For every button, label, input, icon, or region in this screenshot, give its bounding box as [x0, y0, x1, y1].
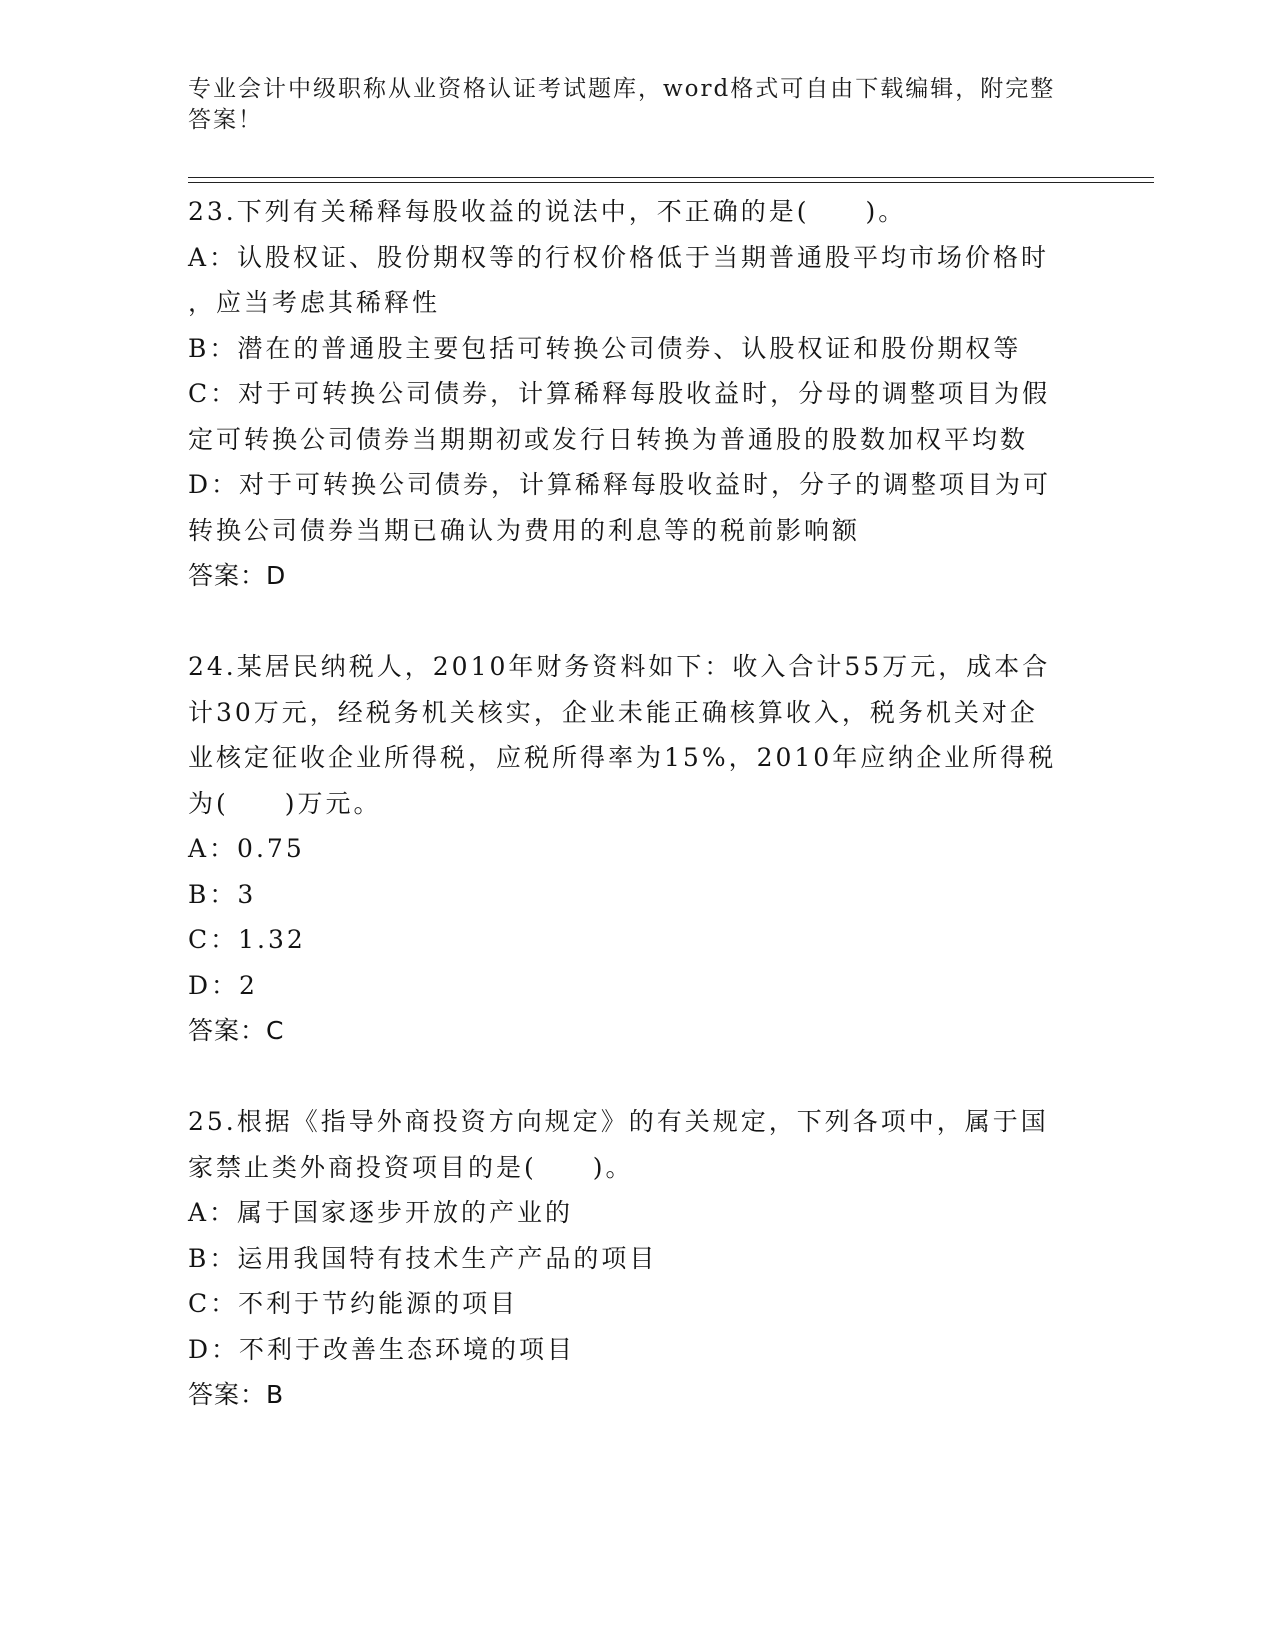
option-text-line: A：0.75	[188, 834, 305, 863]
option-text-line: C：对于可转换公司债券，计算稀释每股收益时，分母的调整项目为假	[188, 379, 1051, 408]
option-d	[188, 1327, 1068, 1373]
header-rule-top	[188, 177, 1154, 178]
option-d	[188, 462, 1068, 553]
option-text-line: D：对于可转换公司债券，计算稀释每股收益时，分子的调整项目为可	[188, 470, 1052, 499]
option-c	[188, 917, 1068, 963]
question-stem-line: 24.某居民纳税人，2010年财务资料如下：收入合计55万元，成本合	[188, 652, 1051, 681]
header-rule-bottom	[188, 182, 1154, 183]
option-b	[188, 326, 1068, 372]
option-text-line: 定可转换公司债券当期期初或发行日转换为普通股的股数加权平均数	[188, 424, 1029, 454]
question-list	[188, 189, 1068, 1418]
option-c	[188, 371, 1068, 462]
question-block	[188, 189, 1068, 599]
option-text-line: B：3	[188, 879, 257, 909]
option-text-line: C：不利于节约能源的项目	[188, 1289, 519, 1318]
option-a	[188, 826, 1068, 872]
question-stem-line: 家禁止类外商投资项目的是( )。	[188, 1152, 634, 1182]
page-header: 专业会计中级职称从业资格认证考试题库，word格式可自由下载编辑，附完整答案！	[188, 76, 1056, 133]
question-block	[188, 1099, 1068, 1418]
question-spacer	[188, 599, 1068, 645]
option-b	[188, 872, 1068, 918]
option-text-line: A：认股权证、股份期权等的行权价格低于当期普通股平均市场价格时	[188, 242, 1050, 272]
question-stem-line: 为( )万元。	[188, 788, 382, 818]
option-text-line: A：属于国家逐步开放的产业的	[188, 1198, 574, 1227]
option-text-line: D：不利于改善生态环境的项目	[188, 1334, 576, 1364]
option-text-line: ，应当考虑其稀释性	[188, 288, 441, 317]
option-text-line: C：1.32	[188, 925, 306, 954]
question-stem-line: 业核定征收企业所得税，应税所得率为15%，2010年应纳企业所得税	[188, 743, 1057, 772]
question-block	[188, 644, 1068, 1054]
option-d	[188, 963, 1068, 1009]
option-text-line: B：潜在的普通股主要包括可转换公司债券、认股权证和股份期权等	[188, 333, 1022, 363]
option-a	[188, 1190, 1068, 1236]
option-b	[188, 1236, 1068, 1282]
option-text-line: 转换公司债券当期已确认为费用的利息等的税前影响额	[188, 515, 861, 545]
answer-line: 答案：D	[188, 561, 287, 590]
option-a	[188, 235, 1068, 326]
answer-line: 答案：C	[188, 1016, 285, 1045]
question-spacer	[188, 1054, 1068, 1100]
option-text-line: B：运用我国特有技术生产产品的项目	[188, 1243, 658, 1273]
question-stem-line: 25.根据《指导外商投资方向规定》的有关规定，下列各项中，属于国	[188, 1107, 1049, 1136]
option-c	[188, 1281, 1068, 1327]
option-text-line: D：2	[188, 970, 258, 1000]
question-stem-line: 计30万元，经税务机关核实，企业未能正确核算收入，税务机关对企	[188, 697, 1038, 727]
answer-line: 答案：B	[188, 1380, 285, 1409]
question-stem-line: 23.下列有关稀释每股收益的说法中，不正确的是( )。	[188, 197, 907, 226]
